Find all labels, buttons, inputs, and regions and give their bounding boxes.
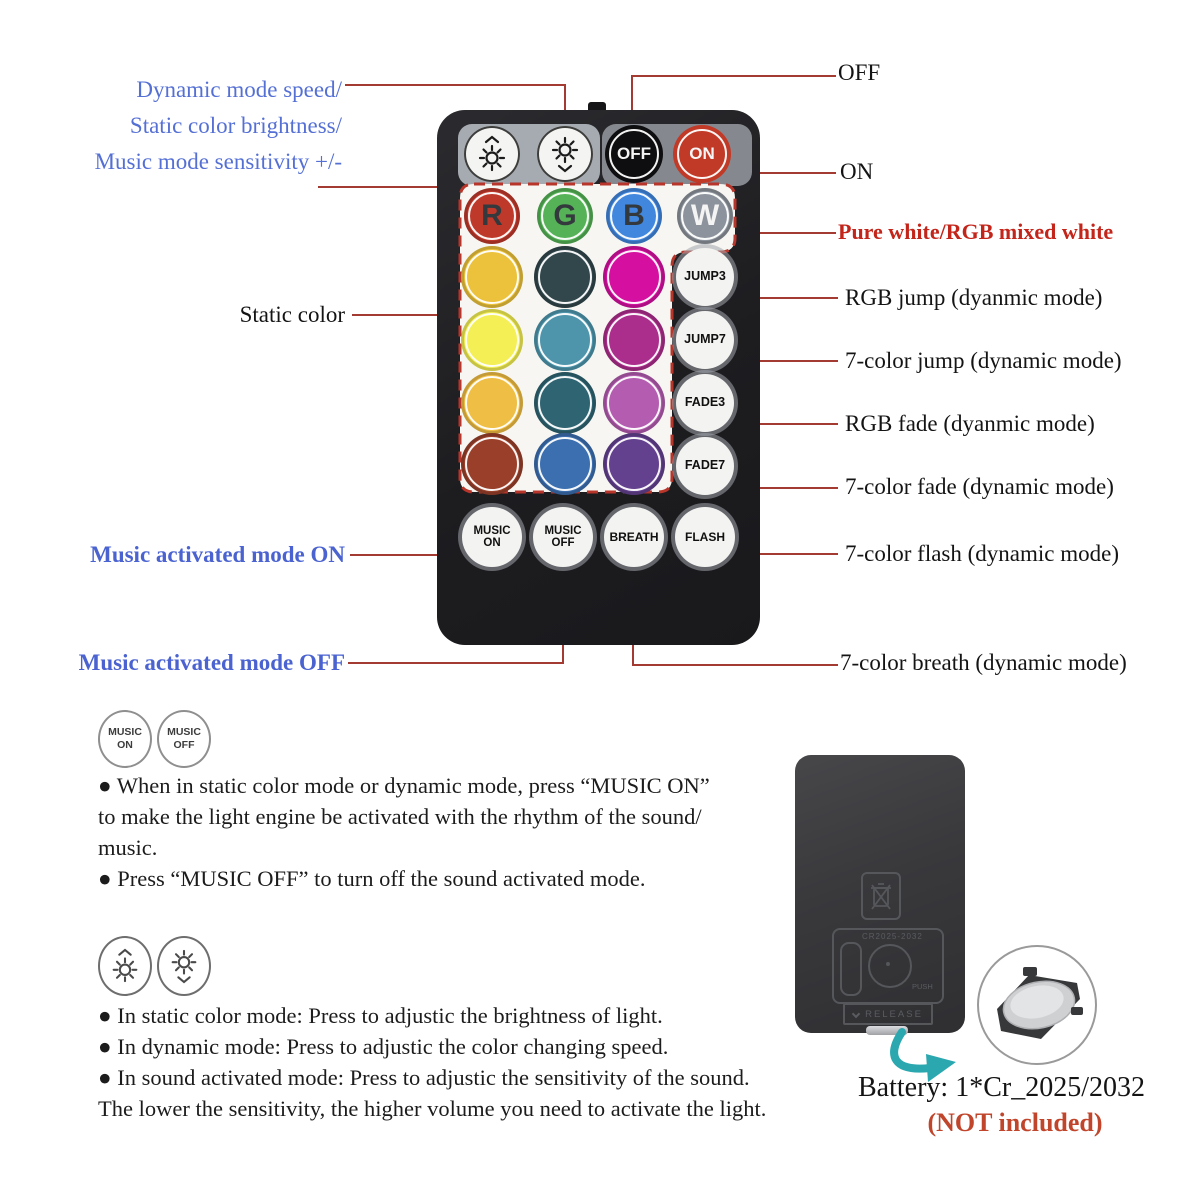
annotation-line-off [631,75,836,77]
annotation-line-breath [632,664,838,666]
music-instructions [98,770,838,894]
speed-instructions [98,1000,858,1124]
music-on-label: MUSIC ON [473,524,511,549]
jump3-button[interactable] [676,248,734,306]
off-button-label: OFF [617,144,651,163]
label-music-activated-on: Music activated mode ON [90,542,345,567]
label-static-color: Static color [239,302,345,327]
fade7-button[interactable] [676,437,734,495]
brightness-down-button[interactable] [537,126,593,182]
color-button[interactable] [461,433,523,495]
battery-model-text: CR2025-2032 [862,932,923,941]
flash-button[interactable] [675,507,735,567]
music-instruction-line: ● When in static color mode or dynamic mode, press “MUSIC ON” [98,773,710,798]
red-button[interactable] [464,188,520,244]
speed-instruction-line: ● In dynamic mode: Press to adjustic the color changing speed. [98,1034,669,1059]
off-button[interactable] [605,125,663,183]
battery-not-included: (NOT included) [927,1108,1103,1137]
trash-icon [861,872,901,920]
color-button[interactable] [534,433,596,495]
label-off: OFF [838,60,881,85]
battery-label: Battery: 1*Cr_2025/2032 [858,1072,1145,1103]
label-dynamic-mode-speed: Dynamic mode speed/ [136,77,342,102]
brightness-up-icon [98,936,152,996]
battery-coin-center [886,962,890,966]
music-off-label: MUSIC OFF [544,524,582,549]
annotation-line-speed [345,84,566,86]
label-music-mode-sensitivity: Music mode sensitivity +/- [94,149,342,174]
breath-label: BREATH [609,529,659,544]
battery-latch-mark [840,942,862,996]
label-rgb-fade: RGB fade (dyanmic mode) [845,411,1095,436]
color-button[interactable] [461,246,523,308]
color-button[interactable] [603,246,665,308]
release-text: RELEASE [865,1008,923,1020]
push-text: PUSH [912,982,933,991]
color-button[interactable] [461,372,523,434]
on-button[interactable] [673,125,731,183]
color-button[interactable] [603,433,665,495]
music-instruction-line: music. [98,835,158,860]
music-on-icon [98,710,152,768]
blue-button[interactable] [606,188,662,244]
music-off-icon [157,710,211,768]
speed-instruction-line: ● In sound activated mode: Press to adjustic the sensitivity of the sound. [98,1065,750,1090]
brightness-up-button[interactable] [464,126,520,182]
release-bar [843,1003,933,1025]
music-instruction-line: ● Press “MUSIC OFF” to turn off the sound activated mode. [98,866,646,891]
color-button[interactable] [603,372,665,434]
color-button[interactable] [461,309,523,371]
music-instruction-line: to make the light engine be activated with the rhythm of the sound/ [98,804,702,829]
green-button-label: G [553,199,577,232]
label-7color-flash: 7-color flash (dynamic mode) [845,541,1119,566]
blue-button-label: B [623,199,645,232]
music-off-button[interactable] [533,507,593,567]
sun-up-icon [474,134,510,174]
battery-closeup [977,945,1097,1065]
music-on-icon-label: MUSIC ON [108,726,142,751]
breath-button[interactable] [604,507,664,567]
green-button[interactable] [537,188,593,244]
release-arrow-icon [852,1010,860,1018]
color-button[interactable] [534,309,596,371]
function-label-group [52,72,342,180]
sun-down-icon [547,134,583,174]
jump7-button[interactable] [676,311,734,369]
speed-instruction-line: The lower the sensitivity, the higher volume you need to activate the light. [98,1096,767,1121]
music-off-icon-label: MUSIC OFF [167,726,201,751]
on-button-label: ON [689,144,715,163]
white-button-label: W [690,199,720,232]
label-7color-fade: 7-color fade (dynamic mode) [845,474,1114,499]
fade3-label: FADE3 [684,395,726,410]
color-button[interactable] [534,246,596,308]
fade7-label: FADE7 [684,458,726,473]
label-pure-white: Pure white/RGB mixed white [838,219,1114,244]
flash-label: FLASH [685,529,725,544]
speed-instruction-line: ● In static color mode: Press to adjustic the brightness of light. [98,1003,663,1028]
fade3-button[interactable] [676,374,734,432]
label-static-color-brightness: Static color brightness/ [129,113,342,138]
music-on-button[interactable] [462,507,522,567]
red-button-label: R [481,199,503,232]
jump7-label: JUMP7 [684,332,726,347]
jump3-label: JUMP3 [684,269,726,284]
brightness-down-icon [157,936,211,996]
annotation-line-musicoff [348,662,564,664]
label-7color-jump: 7-color jump (dynamic mode) [845,348,1122,373]
label-music-activated-off: Music activated mode OFF [78,650,345,675]
label-on: ON [840,159,874,184]
label-rgb-jump: RGB jump (dyanmic mode) [845,285,1103,310]
label-7color-breath: 7-color breath (dynamic mode) [840,650,1127,675]
white-button[interactable] [677,188,733,244]
battery-coin-mark [868,944,912,988]
color-button[interactable] [603,309,665,371]
color-button[interactable] [534,372,596,434]
